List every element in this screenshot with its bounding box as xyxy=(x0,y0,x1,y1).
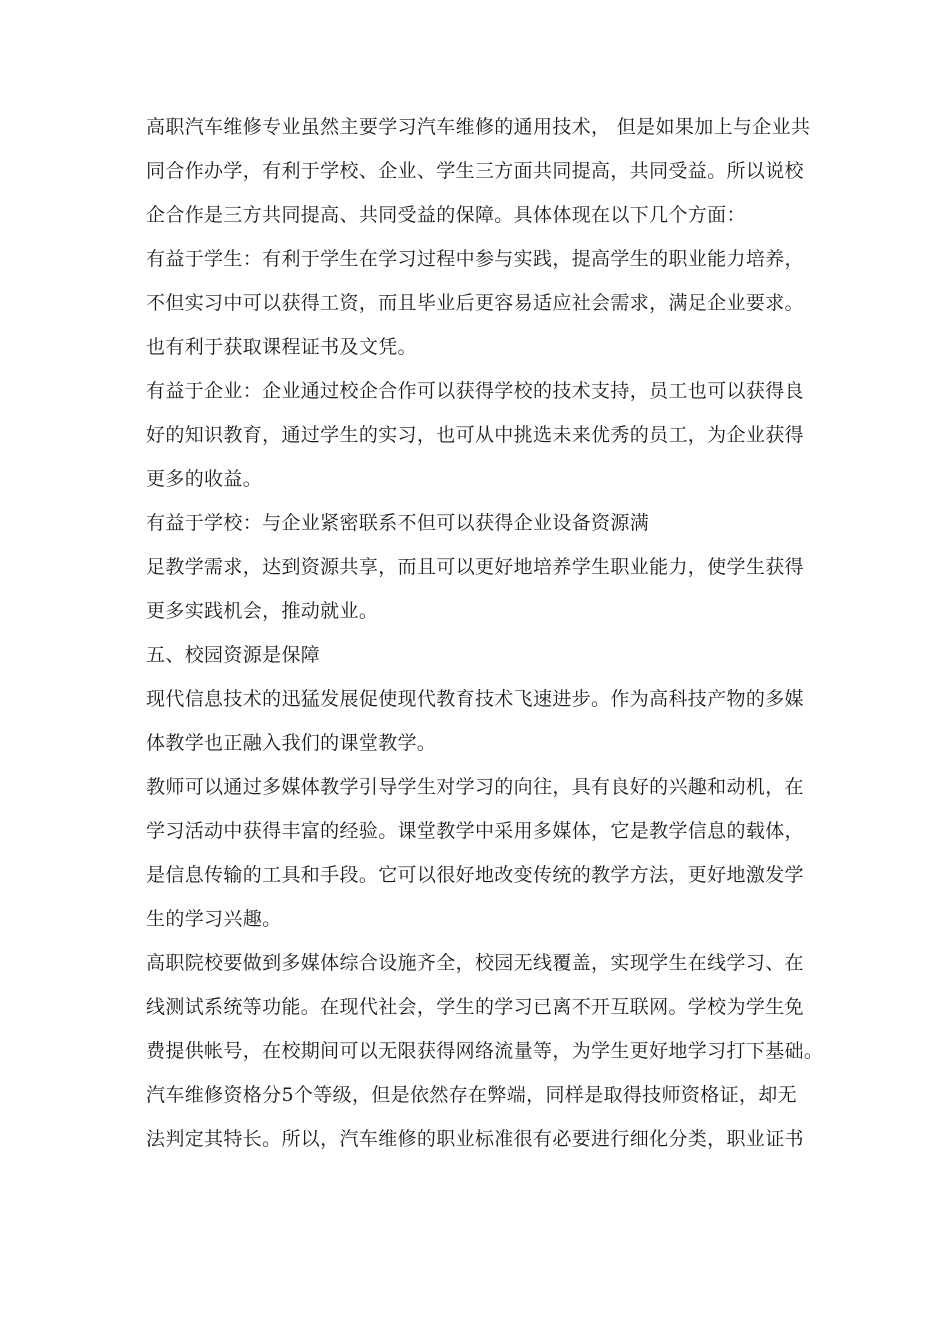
text-line: 同合作办学，有利于学校、企业、学生三方面共同提高，共同受益。所以说校 xyxy=(146,160,804,182)
text-line: 汽车维修资格分5个等级，但是依然存在弊端，同样是取得技师资格证，却无 xyxy=(146,1084,797,1106)
text-line: 学习活动中获得丰富的经验。课堂教学中采用多媒体，它是教学信息的载体， xyxy=(146,820,804,842)
text-line: 费提供帐号，在校期间可以无限获得网络流量等，为学生更好地学习打下基础。 xyxy=(146,1040,824,1062)
text-line: 法判定其特长。所以，汽车维修的职业标准很有必要进行细化分类，职业证书 xyxy=(146,1128,804,1150)
text-line: 有益于企业：企业通过校企合作可以获得学校的技术支持，员工也可以获得良 xyxy=(146,380,804,402)
text-line: 有益于学生：有利于学生在学习过程中参与实践，提高学生的职业能力培养， xyxy=(146,248,804,270)
text-line: 高职汽车维修专业虽然主要学习汽车维修的通用技术， 但是如果加上与企业共 xyxy=(146,116,811,138)
text-line: 更多的收益。 xyxy=(146,468,263,490)
text-line: 好的知识教育，通过学生的实习，也可从中挑选未来优秀的员工，为企业获得 xyxy=(146,424,804,446)
text-line: 足教学需求，达到资源共享，而且可以更好地培养学生职业能力，使学生获得 xyxy=(146,556,804,578)
text-line: 有益于学校：与企业紧密联系不但可以获得企业设备资源满 xyxy=(146,512,650,534)
text-line: 也有利于获取课程证书及文凭。 xyxy=(146,336,417,358)
text-line: 线测试系统等功能。在现代社会，学生的学习已离不开互联网。学校为学生免 xyxy=(146,996,804,1018)
text-line: 是信息传输的工具和手段。它可以很好地改变传统的教学方法，更好地激发学 xyxy=(146,864,804,886)
text-line: 现代信息技术的迅猛发展促使现代教育技术飞速进步。作为高科技产物的多媒 xyxy=(146,688,804,710)
text-line: 生的学习兴趣。 xyxy=(146,908,282,930)
text-line: 高职院校要做到多媒体综合设施齐全，校园无线覆盖，实现学生在线学习、在 xyxy=(146,952,804,974)
text-line: 体教学也正融入我们的课堂教学。 xyxy=(146,732,437,754)
text-line: 企合作是三方共同提高、共同受益的保障。具体体现在以下几个方面： xyxy=(146,204,746,226)
text-line: 教师可以通过多媒体教学引导学生对学习的向往，具有良好的兴趣和动机，在 xyxy=(146,776,804,798)
section-heading: 五、校园资源是保障 xyxy=(146,644,321,666)
text-line: 不但实习中可以获得工资，而且毕业后更容易适应社会需求，满足企业要求。 xyxy=(146,292,804,314)
text-line: 更多实践机会，推动就业。 xyxy=(146,600,379,622)
